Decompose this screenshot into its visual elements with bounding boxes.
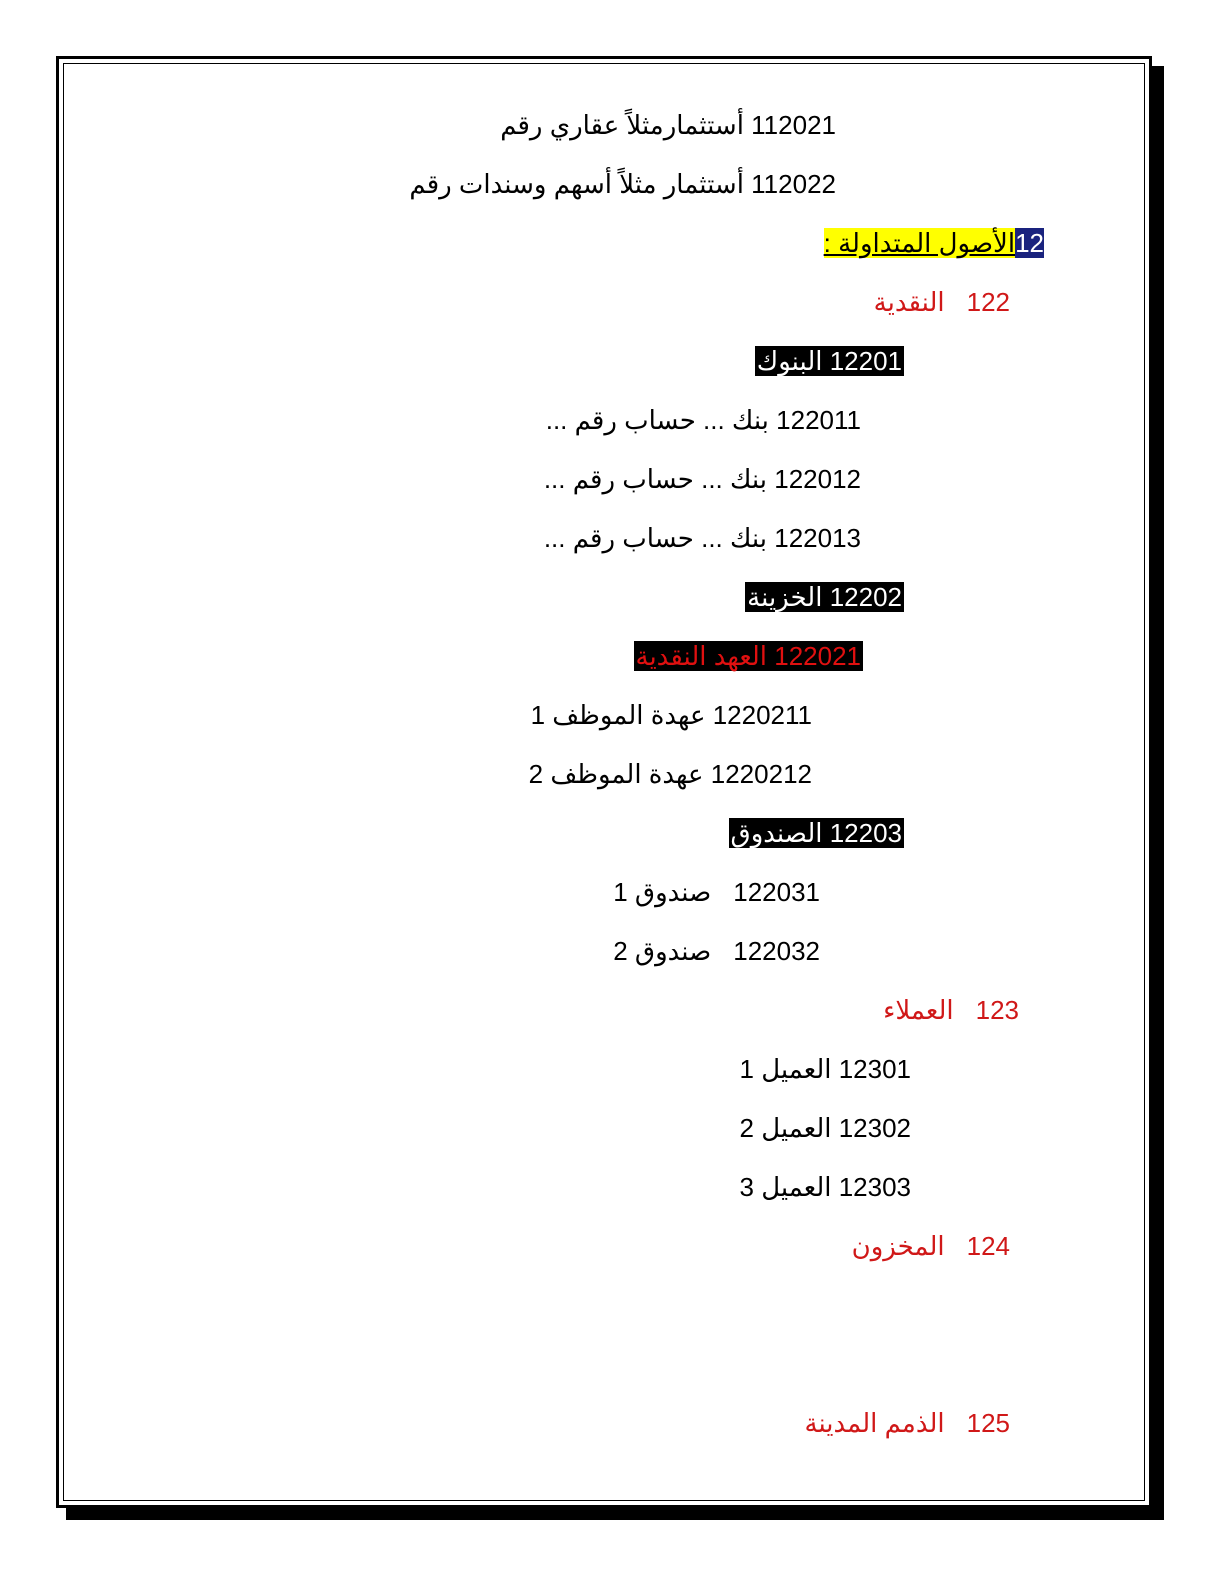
subgroup-treasury (745, 580, 904, 614)
account-line-12301 (740, 1052, 911, 1086)
account-line-112022 (409, 167, 836, 201)
account-text: 122012 بنك ... حساب رقم ... (543, 464, 861, 494)
account-line-122032 (613, 934, 820, 968)
subgroup-cash-custody-label: 122021 العهد النقدية (635, 641, 861, 671)
current-assets-code: 12 (1015, 228, 1044, 258)
account-line-112021 (500, 108, 836, 142)
subgroup-cash-custody (634, 639, 864, 673)
account-line-1220212 (529, 757, 812, 791)
account-text: 1220211 عهدة الموظف 1 (530, 700, 812, 730)
account-text: 112021 أستثمارمثلاً عقاري رقم (500, 110, 836, 140)
account-title: صندوق 1 (613, 877, 712, 907)
account-line-122013 (544, 521, 861, 555)
group-receivables-code: 125 (966, 1408, 1010, 1438)
subgroup-treasury-label: 12202 الخزينة (747, 582, 902, 612)
group-inventory (852, 1229, 1010, 1263)
group-inventory-title: المخزون (851, 1231, 945, 1261)
account-text: 122011 بنك ... حساب رقم ... (545, 405, 861, 435)
subgroup-cashbox (729, 816, 904, 850)
account-text: 1220212 عهدة الموظف 2 (528, 759, 812, 789)
subgroup-banks-label: 12201 البنوك (756, 346, 902, 376)
group-cash (874, 285, 1010, 319)
account-code: 122031 (733, 877, 820, 907)
account-text: 12302 العميل 2 (739, 1113, 911, 1143)
group-cash-code: 122 (966, 287, 1010, 317)
group-customers-title: العملاء (883, 995, 954, 1025)
group-inventory-code: 124 (966, 1231, 1010, 1261)
account-text: 122013 بنك ... حساب رقم ... (543, 523, 861, 553)
account-text: 112022 أستثمار مثلاً أسهم وسندات رقم (409, 169, 836, 199)
account-line-122012 (544, 462, 861, 496)
group-customers-code: 123 (975, 995, 1019, 1025)
account-code: 122032 (733, 936, 820, 966)
group-cash-title: النقدية (873, 287, 945, 317)
account-line-12303 (740, 1170, 911, 1204)
subgroup-banks (755, 344, 904, 378)
account-title: صندوق 2 (613, 936, 712, 966)
subgroup-cashbox-label: 12203 الصندوق (730, 818, 902, 848)
account-line-122031 (613, 875, 820, 909)
account-text: 12301 العميل 1 (739, 1054, 911, 1084)
account-text: 12303 العميل 3 (739, 1172, 911, 1202)
account-line-1220211 (531, 698, 812, 732)
group-receivables-title: الذمم المدينة (804, 1408, 945, 1438)
group-receivables (805, 1406, 1010, 1440)
current-assets-heading (824, 226, 1044, 260)
account-line-12302 (740, 1111, 911, 1145)
account-line-122011 (546, 403, 861, 437)
current-assets-title: الأصول المتداولة : (823, 228, 1016, 258)
group-customers (883, 993, 1019, 1027)
